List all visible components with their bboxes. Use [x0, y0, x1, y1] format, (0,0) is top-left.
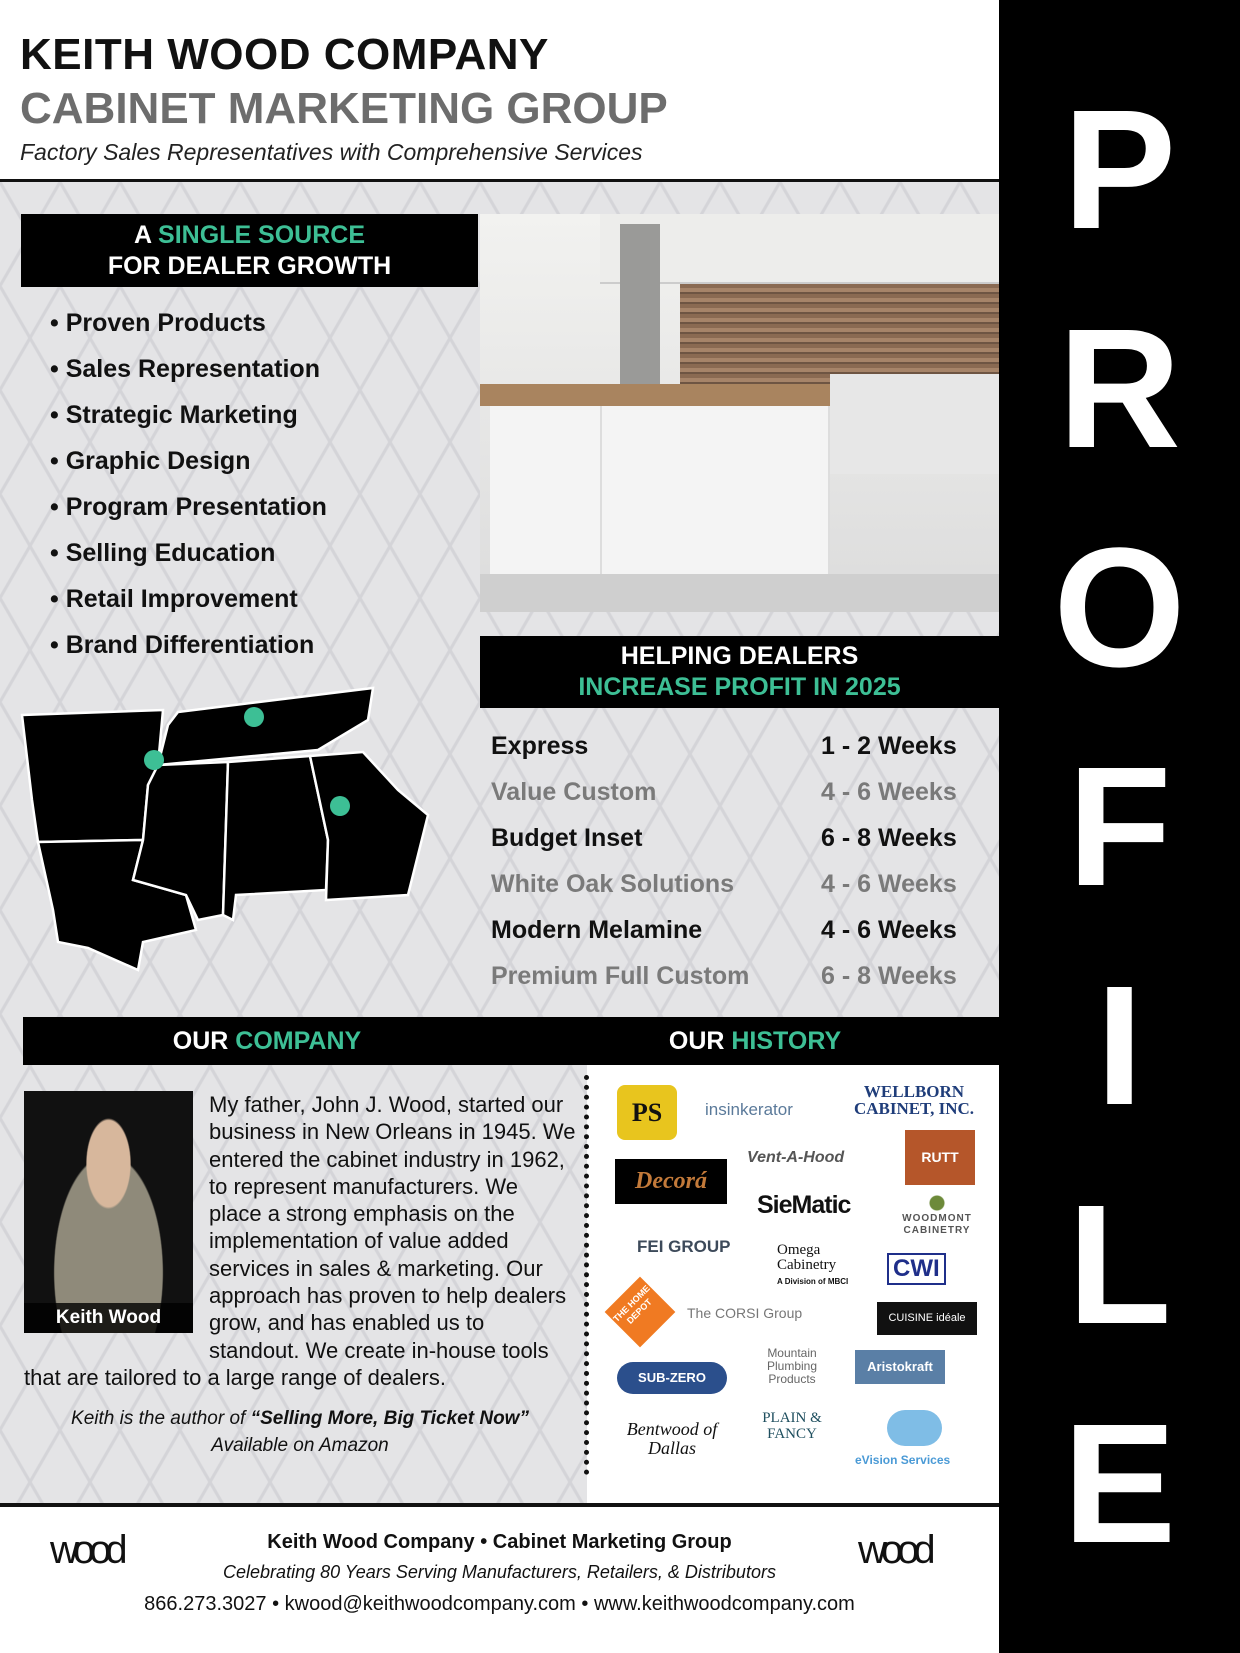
logo-cwi: CWI — [887, 1253, 946, 1285]
logo-siematic: SieMatic — [757, 1191, 851, 1219]
logo-ps: PS — [617, 1085, 677, 1140]
separator: • — [266, 1593, 285, 1615]
dotted-divider — [584, 1075, 589, 1475]
banner-letter: F — [1067, 731, 1172, 922]
product-line: Premium Full Custom — [491, 962, 750, 990]
heading-accent: INCREASE PROFIT IN 2025 — [578, 673, 901, 701]
lead-times-table — [491, 728, 971, 1004]
our-history-heading — [511, 1017, 999, 1065]
list-item: • Proven Products — [50, 305, 327, 351]
tagline: Factory Sales Representatives with Comprehensive Services — [20, 139, 643, 165]
banner-letter: E — [1062, 1388, 1177, 1579]
footer-contact — [0, 1592, 999, 1616]
table-row — [491, 866, 971, 912]
product-line: Value Custom — [491, 778, 657, 806]
logo-woodmont: WOODMONT CABINETRY — [887, 1195, 987, 1237]
footer-company: Keith Wood Company • Cabinet Marketing Group — [267, 1531, 732, 1553]
table-row — [491, 774, 971, 820]
banner-letter: I — [1095, 950, 1144, 1141]
logo-omega-division: A Division of MBCI — [777, 1277, 849, 1286]
table-row — [491, 728, 971, 774]
keith-wood-photo — [24, 1091, 193, 1333]
lead-time: 6 - 8 Weeks — [821, 962, 957, 990]
lead-time: 4 - 6 Weeks — [821, 778, 957, 806]
list-item: • Graphic Design — [50, 443, 327, 489]
logo-fei-group: FEI GROUP — [637, 1237, 731, 1256]
logo-sub-zero: SUB-ZERO — [617, 1362, 727, 1394]
logo-decora: Decorá — [615, 1159, 727, 1204]
profile-banner — [999, 0, 1240, 1653]
lead-time: 4 - 6 Weeks — [821, 870, 957, 898]
availability-text: Available on Amazon — [211, 1435, 389, 1457]
list-item: • Strategic Marketing — [50, 397, 327, 443]
company-title: KEITH WOOD COMPANY — [20, 30, 549, 79]
lead-time: 6 - 8 Weeks — [821, 824, 957, 852]
banner-letter: P — [1062, 74, 1177, 265]
author-text: Keith is the author of — [71, 1408, 251, 1430]
wood-logo-right: wood — [858, 1528, 930, 1572]
product-line: Express — [491, 732, 589, 760]
territory-map — [18, 680, 433, 975]
services-list — [50, 305, 327, 673]
logo-home-depot: THE HOME DEPOT — [605, 1277, 676, 1348]
cloud-icon — [887, 1410, 942, 1446]
helping-dealers-heading — [480, 636, 999, 708]
footer-tagline: Celebrating 80 Years Serving Manufacturers, Retailers, & Distributors — [223, 1562, 776, 1582]
product-line: Modern Melamine — [491, 916, 703, 944]
logo-bentwood: Bentwood of Dallas — [626, 1419, 718, 1458]
phone-number[interactable]: 866.273.3027 — [144, 1593, 267, 1615]
list-item: • Retail Improvement — [50, 581, 327, 627]
heading-text: FOR DEALER GROWTH — [107, 252, 392, 280]
logo-corsi-group: The CORSI Group — [687, 1305, 803, 1321]
company-subtitle: CABINET MARKETING GROUP — [20, 84, 668, 133]
logo-rutt: RUTT — [905, 1130, 975, 1185]
list-item: • Selling Education — [50, 535, 327, 581]
history-logos — [587, 1065, 999, 1503]
logo-wellborn: WELLBORN CABINET, INC. — [853, 1082, 975, 1118]
our-company-heading — [23, 1017, 511, 1065]
logo-vent-a-hood: Vent-A-Hood — [747, 1149, 845, 1166]
table-row — [491, 958, 971, 1004]
lead-time: 1 - 2 Weeks — [821, 732, 957, 760]
heading-text: OUR — [668, 1027, 732, 1055]
map-marker — [244, 707, 264, 727]
product-line: Budget Inset — [491, 824, 643, 852]
banner-letter: L — [1067, 1169, 1172, 1360]
lead-time: 4 - 6 Weeks — [821, 916, 957, 944]
book-title: “Selling More, Big Ticket Now” — [250, 1408, 529, 1430]
banner-letter: O — [1053, 512, 1186, 703]
logo-aristokraft: Aristokraft — [855, 1350, 945, 1384]
logo-evision: eVision Services — [855, 1453, 951, 1467]
company-paragraph: My father, John J. Wood, started our business in New Orleans in 1945. We entered the cabinet industry in 1962, to represent manufacturers. We place a strong emphasis on the implementation of value added services in sales & marketing. Our approach has proven to help dealers grow, and — [209, 1092, 576, 1336]
photo-frame — [24, 1091, 193, 1333]
heading-text: OUR — [172, 1027, 236, 1055]
map-marker — [144, 750, 164, 770]
table-row — [491, 912, 971, 958]
wood-logo-left: wood — [50, 1528, 122, 1572]
single-source-heading — [21, 214, 478, 287]
logo-mountain: Mountain Plumbing Products — [766, 1346, 818, 1386]
product-line: White Oak Solutions — [491, 870, 735, 898]
section-header-bar — [23, 1017, 999, 1065]
photo-caption: Keith Wood — [24, 1303, 193, 1333]
logo-cuisine-ideale: CUISINE idéale — [877, 1302, 977, 1335]
footer-divider — [0, 1503, 999, 1507]
logo-plain-fancy: PLAIN & FANCY — [762, 1410, 822, 1442]
list-item: • Program Presentation — [50, 489, 327, 535]
table-row — [491, 820, 971, 866]
author-note — [24, 1391, 576, 1459]
heading-accent: HISTORY — [731, 1027, 842, 1055]
map-marker — [330, 796, 350, 816]
company-section — [24, 1091, 576, 1459]
logo-insinkerator: insinkerator — [705, 1100, 793, 1119]
heading-text: HELPING DEALERS — [620, 642, 859, 670]
list-item: • Sales Representation — [50, 351, 327, 397]
heading-text: A — [133, 221, 159, 249]
logo-omega: Omega Cabinetry — [777, 1242, 837, 1273]
kitchen-photo — [480, 214, 999, 612]
email-link[interactable]: kwood@keithwoodcompany.com — [284, 1593, 576, 1615]
company-paragraph-continued: has enabled us to standout. We create in-house tools that are tailored to a large range of dealers. — [24, 1310, 549, 1390]
website-link[interactable]: www.keithwoodcompany.com — [593, 1593, 855, 1615]
heading-accent: COMPANY — [235, 1027, 362, 1055]
separator: • — [575, 1593, 594, 1615]
banner-letter: R — [1058, 293, 1181, 484]
list-item: • Brand Differentiation — [50, 627, 327, 673]
heading-accent: SINGLE SOURCE — [158, 221, 366, 249]
